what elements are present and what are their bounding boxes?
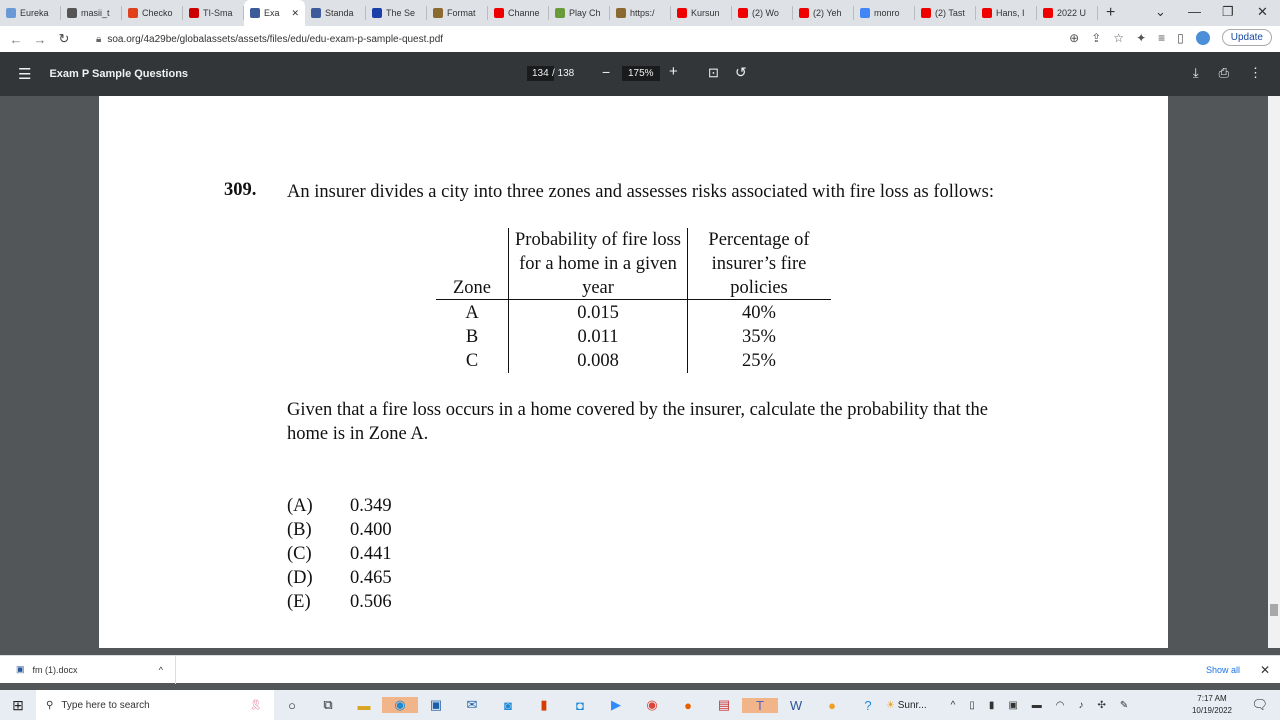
avatar[interactable] bbox=[1196, 31, 1210, 45]
close-window-button[interactable]: ✕ bbox=[1257, 4, 1268, 19]
favicon-icon bbox=[982, 8, 992, 18]
choice-value: 0.441 bbox=[350, 544, 392, 564]
mail-icon[interactable]: ✉ bbox=[466, 697, 478, 712]
forward-icon[interactable]: → bbox=[33, 31, 47, 47]
firefox-icon[interactable]: ● bbox=[684, 697, 692, 713]
choice-value: 0.349 bbox=[350, 496, 392, 516]
table-cell: 0.011 bbox=[577, 327, 619, 347]
document-title: Exam P Sample Questions bbox=[49, 68, 189, 80]
task-view-icon[interactable]: ⧉ bbox=[323, 697, 333, 712]
favicon-icon bbox=[555, 8, 565, 18]
table-cell: 0.008 bbox=[577, 351, 619, 371]
tab[interactable] bbox=[366, 6, 427, 20]
taskbar-search[interactable] bbox=[36, 690, 274, 720]
tab-label: Format bbox=[447, 8, 476, 18]
tab[interactable] bbox=[610, 6, 671, 20]
tab-label: (2) Tast bbox=[935, 8, 965, 18]
app-icon[interactable]: ◙ bbox=[504, 697, 512, 713]
table-cell: A bbox=[465, 303, 479, 323]
table-cell: 40% bbox=[742, 303, 776, 323]
extensions-icon[interactable]: ✦ bbox=[1136, 30, 1147, 45]
favicon-icon bbox=[616, 8, 626, 18]
table-cell: B bbox=[465, 327, 479, 347]
download-filename: fm (1).docx bbox=[32, 664, 78, 675]
tab-label: 2022 U bbox=[1057, 8, 1087, 18]
tab[interactable] bbox=[854, 6, 915, 20]
tab-label: Checko bbox=[142, 8, 173, 18]
choice-value: 0.400 bbox=[350, 520, 392, 540]
choice-value: 0.465 bbox=[350, 568, 392, 588]
tab[interactable] bbox=[915, 6, 976, 20]
answer-choice bbox=[287, 518, 392, 542]
tab[interactable] bbox=[122, 6, 183, 20]
close-icon[interactable]: ✕ bbox=[1259, 662, 1270, 677]
zoom-in-button[interactable]: + bbox=[669, 63, 678, 80]
favicon-icon bbox=[921, 8, 931, 18]
cortana-icon[interactable]: ○ bbox=[288, 697, 296, 713]
header-percentage: Percentage of insurer’s fire policies bbox=[708, 230, 810, 298]
update-button[interactable]: Update bbox=[1222, 29, 1272, 46]
search-icon: ⚲ bbox=[46, 699, 54, 711]
tab[interactable] bbox=[427, 6, 488, 20]
weather-text: Sunr... bbox=[897, 699, 927, 711]
tab-label: https:/ bbox=[630, 8, 655, 18]
table-cell: 25% bbox=[742, 351, 776, 371]
favicon-icon bbox=[372, 8, 382, 18]
choice-letter: (D) bbox=[287, 568, 313, 588]
choice-value: 0.506 bbox=[350, 592, 392, 612]
tab-label: Exa bbox=[264, 8, 280, 18]
search-placeholder: Type here to search bbox=[61, 699, 150, 711]
new-tab-button[interactable]: + bbox=[1106, 4, 1116, 21]
zoom-input[interactable]: 175% bbox=[622, 66, 660, 81]
share-icon[interactable]: ⇪ bbox=[1091, 30, 1102, 45]
choice-letter: (A) bbox=[287, 496, 313, 516]
divider bbox=[508, 228, 509, 373]
question-text: An insurer divides a city into three zones and assesses risks associated with fire loss as follows: bbox=[287, 182, 994, 202]
time: 7:17 AM bbox=[1197, 694, 1227, 703]
tab-strip bbox=[0, 0, 1280, 26]
download-bar bbox=[0, 655, 1280, 683]
zoom-icon[interactable]: ⊕ bbox=[1069, 30, 1080, 45]
url-text: soa.org/4a29be/globalassets/assets/files/edu/edu-exam-p-sample-quest.pdf bbox=[107, 33, 444, 45]
app-icon[interactable]: ▤ bbox=[717, 697, 731, 712]
question-prompt: Given that a fire loss occurs in a home covered by the insurer, calculate the probability that the home is in Zone A. bbox=[287, 400, 988, 444]
word-icon[interactable]: W bbox=[789, 697, 803, 713]
tab-label: monro bbox=[874, 8, 900, 18]
windows-start-icon[interactable]: ⊞ bbox=[12, 696, 24, 713]
url-field[interactable] bbox=[96, 34, 443, 45]
menu-icon[interactable]: ☰ bbox=[18, 66, 32, 83]
choice-letter: (E) bbox=[287, 592, 311, 612]
table-cell: 35% bbox=[742, 327, 776, 347]
tab-label: The Se bbox=[386, 8, 416, 18]
favicon-icon bbox=[67, 8, 77, 18]
star-icon[interactable]: ☆ bbox=[1113, 30, 1125, 45]
download-item[interactable] bbox=[16, 656, 176, 684]
tab[interactable] bbox=[183, 6, 244, 20]
office-icon[interactable]: ▮ bbox=[540, 697, 548, 712]
answer-choice bbox=[287, 590, 392, 614]
header-zone: Zone bbox=[452, 278, 491, 298]
tab-label: Kursun bbox=[691, 8, 720, 18]
taskbar bbox=[0, 690, 1280, 720]
zoom-app-icon[interactable]: ▶ bbox=[611, 697, 621, 712]
tab-label: TI-Sma bbox=[203, 8, 233, 18]
weather-icon: ☀ bbox=[886, 699, 895, 711]
tab-label: Play Ch bbox=[569, 8, 601, 18]
restore-button[interactable]: ❐ bbox=[1222, 4, 1234, 19]
answer-choice bbox=[287, 542, 392, 566]
table-cell: 0.015 bbox=[577, 303, 619, 323]
help-icon[interactable]: ? bbox=[864, 697, 872, 713]
favicon-icon bbox=[311, 8, 321, 18]
zoom-out-button[interactable]: − bbox=[602, 64, 611, 80]
tab[interactable] bbox=[488, 6, 549, 20]
back-icon[interactable]: ← bbox=[9, 31, 23, 47]
scrollbar[interactable] bbox=[1268, 96, 1280, 648]
ribbon-icon: 🎗︎ bbox=[249, 699, 262, 711]
tab-label: Channe bbox=[508, 8, 540, 18]
tab-label: masii_t bbox=[81, 8, 110, 18]
favicon-icon bbox=[677, 8, 687, 18]
notifications-icon[interactable]: 🗨︎ bbox=[1251, 697, 1268, 712]
tab[interactable] bbox=[976, 6, 1037, 20]
pdf-page bbox=[99, 96, 1168, 648]
download-icon[interactable]: ⤓ bbox=[1192, 65, 1199, 80]
answer-choice bbox=[287, 566, 392, 590]
tab[interactable] bbox=[305, 6, 366, 20]
clock[interactable] bbox=[1192, 693, 1232, 717]
favicon-icon bbox=[6, 8, 16, 18]
fit-page-icon[interactable]: ⊡ bbox=[708, 65, 719, 80]
chrome-icon[interactable]: ◉ bbox=[646, 697, 658, 712]
tab[interactable] bbox=[0, 6, 61, 20]
favicon-icon bbox=[189, 8, 199, 18]
divider bbox=[687, 228, 688, 373]
favicon-icon bbox=[433, 8, 443, 18]
choice-letter: (B) bbox=[287, 520, 312, 540]
tab[interactable] bbox=[244, 0, 305, 26]
tab[interactable] bbox=[793, 6, 854, 20]
tab-label: Standa bbox=[325, 8, 354, 18]
cortana-app-icon[interactable]: ◘ bbox=[576, 697, 584, 713]
choice-letter: (C) bbox=[287, 544, 312, 564]
reload-icon[interactable]: ↻ bbox=[58, 31, 70, 46]
lock-icon: 🔒︎ bbox=[96, 33, 102, 45]
chevron-up-icon[interactable]: ^ bbox=[158, 664, 163, 675]
word-file-icon: ▣ bbox=[16, 664, 25, 674]
edge-icon[interactable]: ◉ bbox=[382, 697, 418, 713]
tab[interactable] bbox=[671, 6, 732, 20]
tab-search-icon[interactable]: ⌄ bbox=[1155, 4, 1166, 19]
table-cell: C bbox=[465, 351, 479, 371]
tab[interactable] bbox=[61, 6, 122, 20]
file-explorer-icon[interactable]: ▬ bbox=[357, 697, 371, 713]
favicon-icon bbox=[799, 8, 809, 18]
risk-table bbox=[436, 228, 831, 373]
show-all-button[interactable]: Show all bbox=[1205, 664, 1240, 675]
date: 10/19/2022 bbox=[1191, 706, 1232, 715]
page-number-input[interactable]: 134 bbox=[527, 66, 554, 81]
favicon-icon bbox=[1043, 8, 1053, 18]
tab[interactable] bbox=[732, 6, 793, 20]
scrollbar-thumb[interactable] bbox=[1270, 604, 1278, 616]
favicon-icon bbox=[860, 8, 870, 18]
minimize-button[interactable]: — bbox=[1188, 4, 1201, 19]
tab-label: Eureka bbox=[20, 8, 49, 18]
tab[interactable] bbox=[549, 6, 610, 20]
reading-list-icon[interactable]: ≡ bbox=[1158, 30, 1166, 45]
close-tab-icon[interactable]: ✕ bbox=[291, 7, 299, 18]
weather-widget[interactable] bbox=[886, 700, 927, 711]
favicon-icon bbox=[250, 8, 260, 18]
more-icon[interactable]: ⋮ bbox=[1249, 65, 1262, 80]
header-probability: Probability of fire loss for a home in a given year bbox=[515, 230, 681, 298]
answer-choice bbox=[287, 494, 392, 518]
print-icon[interactable]: ⎙ bbox=[1218, 65, 1229, 80]
pdf-toolbar bbox=[0, 52, 1280, 96]
tab-label: (2) Yeh bbox=[813, 8, 842, 18]
tab[interactable] bbox=[1037, 6, 1098, 20]
favicon-icon bbox=[128, 8, 138, 18]
side-panel-icon[interactable]: ▯ bbox=[1177, 30, 1184, 45]
question-number: 309. bbox=[224, 180, 257, 200]
rotate-icon[interactable]: ↺ bbox=[735, 64, 747, 80]
system-tray-icons[interactable]: ^▯▮▣▬◠♪✣✎ bbox=[950, 699, 1143, 711]
store-icon[interactable]: ▣ bbox=[429, 697, 443, 712]
teams-icon[interactable]: T bbox=[742, 698, 778, 713]
address-bar bbox=[0, 26, 1280, 52]
divider bbox=[436, 299, 831, 300]
favicon-icon bbox=[738, 8, 748, 18]
favicon-icon bbox=[494, 8, 504, 18]
tab-label: Hans, I bbox=[996, 8, 1025, 18]
app-icon[interactable]: ● bbox=[828, 697, 836, 713]
page-total: / 138 bbox=[552, 68, 575, 79]
tab-label: (2) Wo bbox=[752, 8, 779, 18]
